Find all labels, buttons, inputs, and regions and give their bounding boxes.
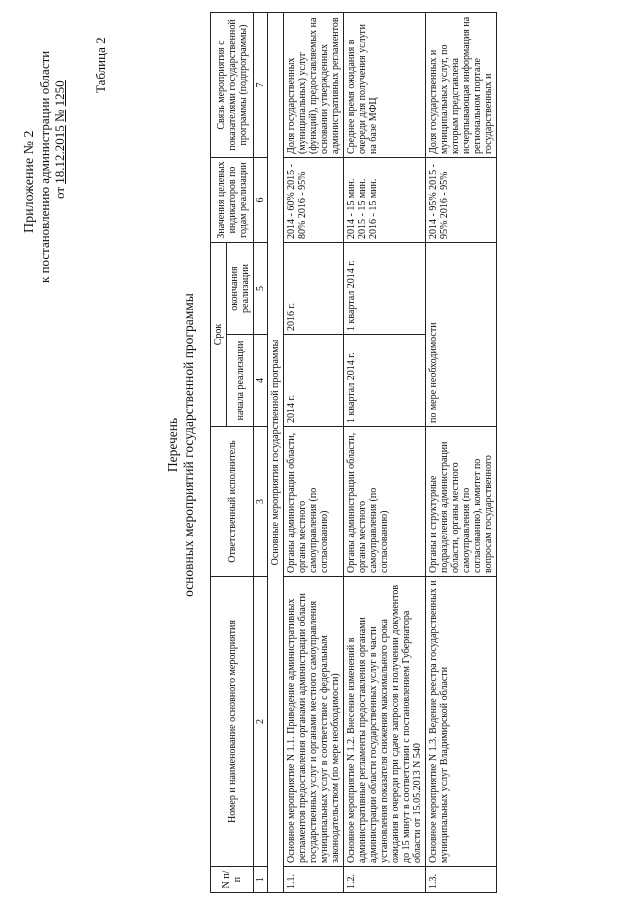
header-indicators: Значения целевых индикаторов по годам реализации (211, 158, 254, 243)
row-start: 1 квартал 2014 г. (344, 335, 426, 427)
table-row (344, 13, 426, 893)
header-term-end: окончания реализации (227, 243, 254, 335)
appendix-date-prefix: от (52, 186, 67, 199)
col-number: 5 (254, 243, 268, 335)
table-row (426, 13, 497, 893)
header-name: Номер и наименование основного мероприятия (211, 577, 254, 867)
col-number: 2 (254, 577, 268, 867)
row-indicators: 2014 - 15 мин. 2015 - 15 мин. 2016 - 15 мин. (344, 158, 426, 243)
row-indicators: 2014 - 95% 2015 - 95% 2016 - 95% (426, 158, 497, 243)
table-label: Таблица 2 (93, 37, 108, 93)
appendix-no: 1250 (52, 80, 67, 107)
appendix-date-line (52, 51, 67, 283)
measures-table (210, 12, 497, 893)
section-row (268, 13, 284, 893)
col-number: 1 (254, 867, 268, 893)
row-start: 2014 г. (284, 335, 344, 427)
row-num: 1.3. (426, 867, 497, 893)
row-link: Доля государственных (муниципальных) услуг (функций), предоставляемых на основании утвержденных административных регламентов (284, 13, 344, 158)
section-title: Основные мероприятия государственной программы (268, 13, 284, 893)
appendix-ref: к постановлению администрации области (37, 50, 52, 283)
row-name: Основное мероприятие N 1.3. Ведение реестра государственных и муниципальных услуг Владимирской области (426, 577, 497, 867)
title-line1: Перечень (165, 417, 180, 473)
title-line2: основных мероприятий государственной программы (181, 293, 196, 597)
header-term-start: начала реализации (227, 335, 254, 427)
row-executor: Органы администрации области, органы местного самоуправления (по согласованию) (344, 427, 426, 577)
appendix-block (22, 51, 67, 283)
row-end: 1 квартал 2014 г. (344, 243, 426, 335)
row-name: Основное мероприятие N 1.1. Приведение административных регламентов предоставления органами администрации области государственных услуг и органами местного самоуправления муниципальных услуг в соответствие с федеральным законодательством (по мере необходимости) (284, 577, 344, 867)
col-number: 4 (254, 335, 268, 427)
header-term: Срок (211, 243, 227, 427)
appendix-date: 18.12.2015 (52, 125, 67, 184)
header-link: Связь мероприятия с показателями государственной программы (подпрограммы) (211, 13, 254, 158)
row-num: 1.2. (344, 867, 426, 893)
row-link: Доля государственных и муниципальных услуг, по которым представлена исчерпывающая информация на региональном портале государственных и (426, 13, 497, 158)
document-title (165, 235, 197, 655)
header-row (211, 13, 227, 893)
appendix-no-prefix: № (52, 109, 67, 122)
row-executor: Органы администрации области, органы местного самоуправления (по согласованию) (284, 427, 344, 577)
col-number: 6 (254, 158, 268, 243)
row-name: Основное мероприятие N 1.2. Внесение изменений в административные регламенты предоставления органами администрации области государственных услуг в части установления показателя снижения максимального срока ожидания в очереди при сдаче запросов и получении документов до 15 минут в соответствии с постановлением Губернатора области от 15.05.2013 N 540 (344, 577, 426, 867)
col-number: 7 (254, 13, 268, 158)
row-start: по мере необходимости (426, 243, 497, 427)
table-row (284, 13, 344, 893)
row-end: 2016 г. (284, 243, 344, 335)
row-num: 1.1. (284, 867, 344, 893)
col-number: 3 (254, 427, 268, 577)
header-num: N п/п (211, 867, 254, 893)
column-numbers-row (254, 13, 268, 893)
row-link: Среднее время ожидания в очереди для получения услуги на базе МФЦ (344, 13, 426, 158)
header-executor: Ответственный исполнитель (211, 427, 254, 577)
appendix-title: Приложение № 2 (22, 130, 37, 233)
row-executor: Органы и структурные подразделения администрации области, органы местного самоуправления (по согласованию), комитет по вопросам государственного (426, 427, 497, 577)
row-indicators: 2014 - 60% 2015 - 80% 2016 - 95% (284, 158, 344, 243)
